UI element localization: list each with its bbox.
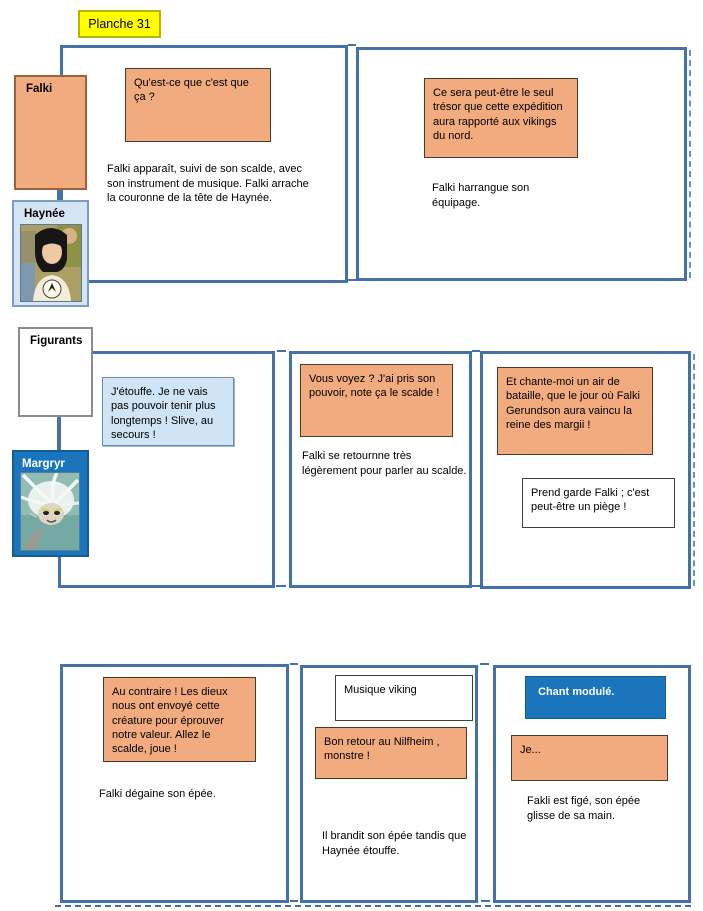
panel-1[interactable] <box>60 45 348 283</box>
dashed-guide <box>290 900 298 902</box>
panel-5-dialogue[interactable]: Et chante-moi un air de bataille, que le jour où Falki Gerundson aura vaincu la reine des margii ! <box>497 367 653 455</box>
dashed-guide <box>693 354 695 586</box>
character-label: Figurants <box>30 335 83 347</box>
character-card-figurants[interactable] <box>18 327 93 417</box>
margryr-portrait-image[interactable] <box>20 472 80 551</box>
panel-8[interactable] <box>493 665 691 903</box>
panel-7[interactable] <box>300 665 478 903</box>
panel-1-dialogue[interactable]: Qu'est-ce que c'est que ça ? <box>125 68 271 142</box>
panel-7-description[interactable]: Il brandit son épée tandis que Haynée étouffe. <box>322 830 467 857</box>
panel-5[interactable] <box>480 351 691 589</box>
panel-6-dialogue[interactable]: Au contraire ! Les dieux nous ont envoyé cette créature pour éprouver notre valeur. Allez le scalde, joue ! <box>103 677 256 762</box>
dashed-guide <box>348 279 356 281</box>
panel-2-dialogue[interactable]: Ce sera peut-être le seul trésor que cette expédition aura rapporté aux vikings du nord. <box>424 78 578 158</box>
panel-6[interactable] <box>60 664 289 903</box>
page-title[interactable]: Planche 31 <box>78 10 161 38</box>
panel-4-description[interactable]: Falki se retournne très légèrement pour parler au scalde. <box>302 450 467 477</box>
dashed-guide <box>472 350 480 352</box>
dashed-guide <box>277 350 286 352</box>
panel-2[interactable] <box>356 47 687 281</box>
panel-4[interactable] <box>289 351 472 588</box>
panel-7-sound-label[interactable]: Musique viking <box>335 675 473 721</box>
haynee-portrait-image[interactable] <box>20 224 82 302</box>
dashed-guide <box>480 663 489 665</box>
dashed-guide <box>290 663 298 665</box>
panel-5-note[interactable]: Prend garde Falki ; c'est peut-être un piège ! <box>522 478 675 528</box>
character-label: Falki <box>26 83 53 95</box>
panel-4-dialogue[interactable]: Vous voyez ? J'ai pris son pouvoir, note ça le scalde ! <box>300 364 453 437</box>
panel-6-description[interactable]: Falki dégaine son épée. <box>99 788 216 800</box>
character-label: Haynée <box>24 208 65 220</box>
panel-8-description[interactable]: Fakli est figé, son épée glisse de sa main. <box>527 795 641 822</box>
connector-figurants-margryr <box>57 415 61 452</box>
character-card-falki[interactable] <box>14 75 87 190</box>
panel-3-dialogue[interactable]: J'étouffe. Je ne vais pas pouvoir tenir plus longtemps ! Slive, au secours ! <box>102 377 234 446</box>
dashed-guide <box>689 50 691 278</box>
panel-8-sound-label[interactable]: Chant modulé. <box>525 676 666 719</box>
panel-8-dialogue[interactable]: Je... <box>511 735 668 781</box>
character-label: Margryr <box>22 458 65 470</box>
panel-2-description[interactable]: Falki harrangue son équipage. <box>432 182 530 209</box>
dashed-guide <box>276 585 286 587</box>
dashed-guide <box>481 900 490 902</box>
panel-1-description[interactable]: Falki apparaît, suivi de son scalde, avec son instrument de musique. Falki arrache la couronne de la tête de Haynée. <box>107 163 309 205</box>
panel-7-dialogue[interactable]: Bon retour au Nilfheim , monstre ! <box>315 727 467 779</box>
dashed-page-bottom-line <box>55 905 691 907</box>
dashed-guide <box>348 44 356 46</box>
